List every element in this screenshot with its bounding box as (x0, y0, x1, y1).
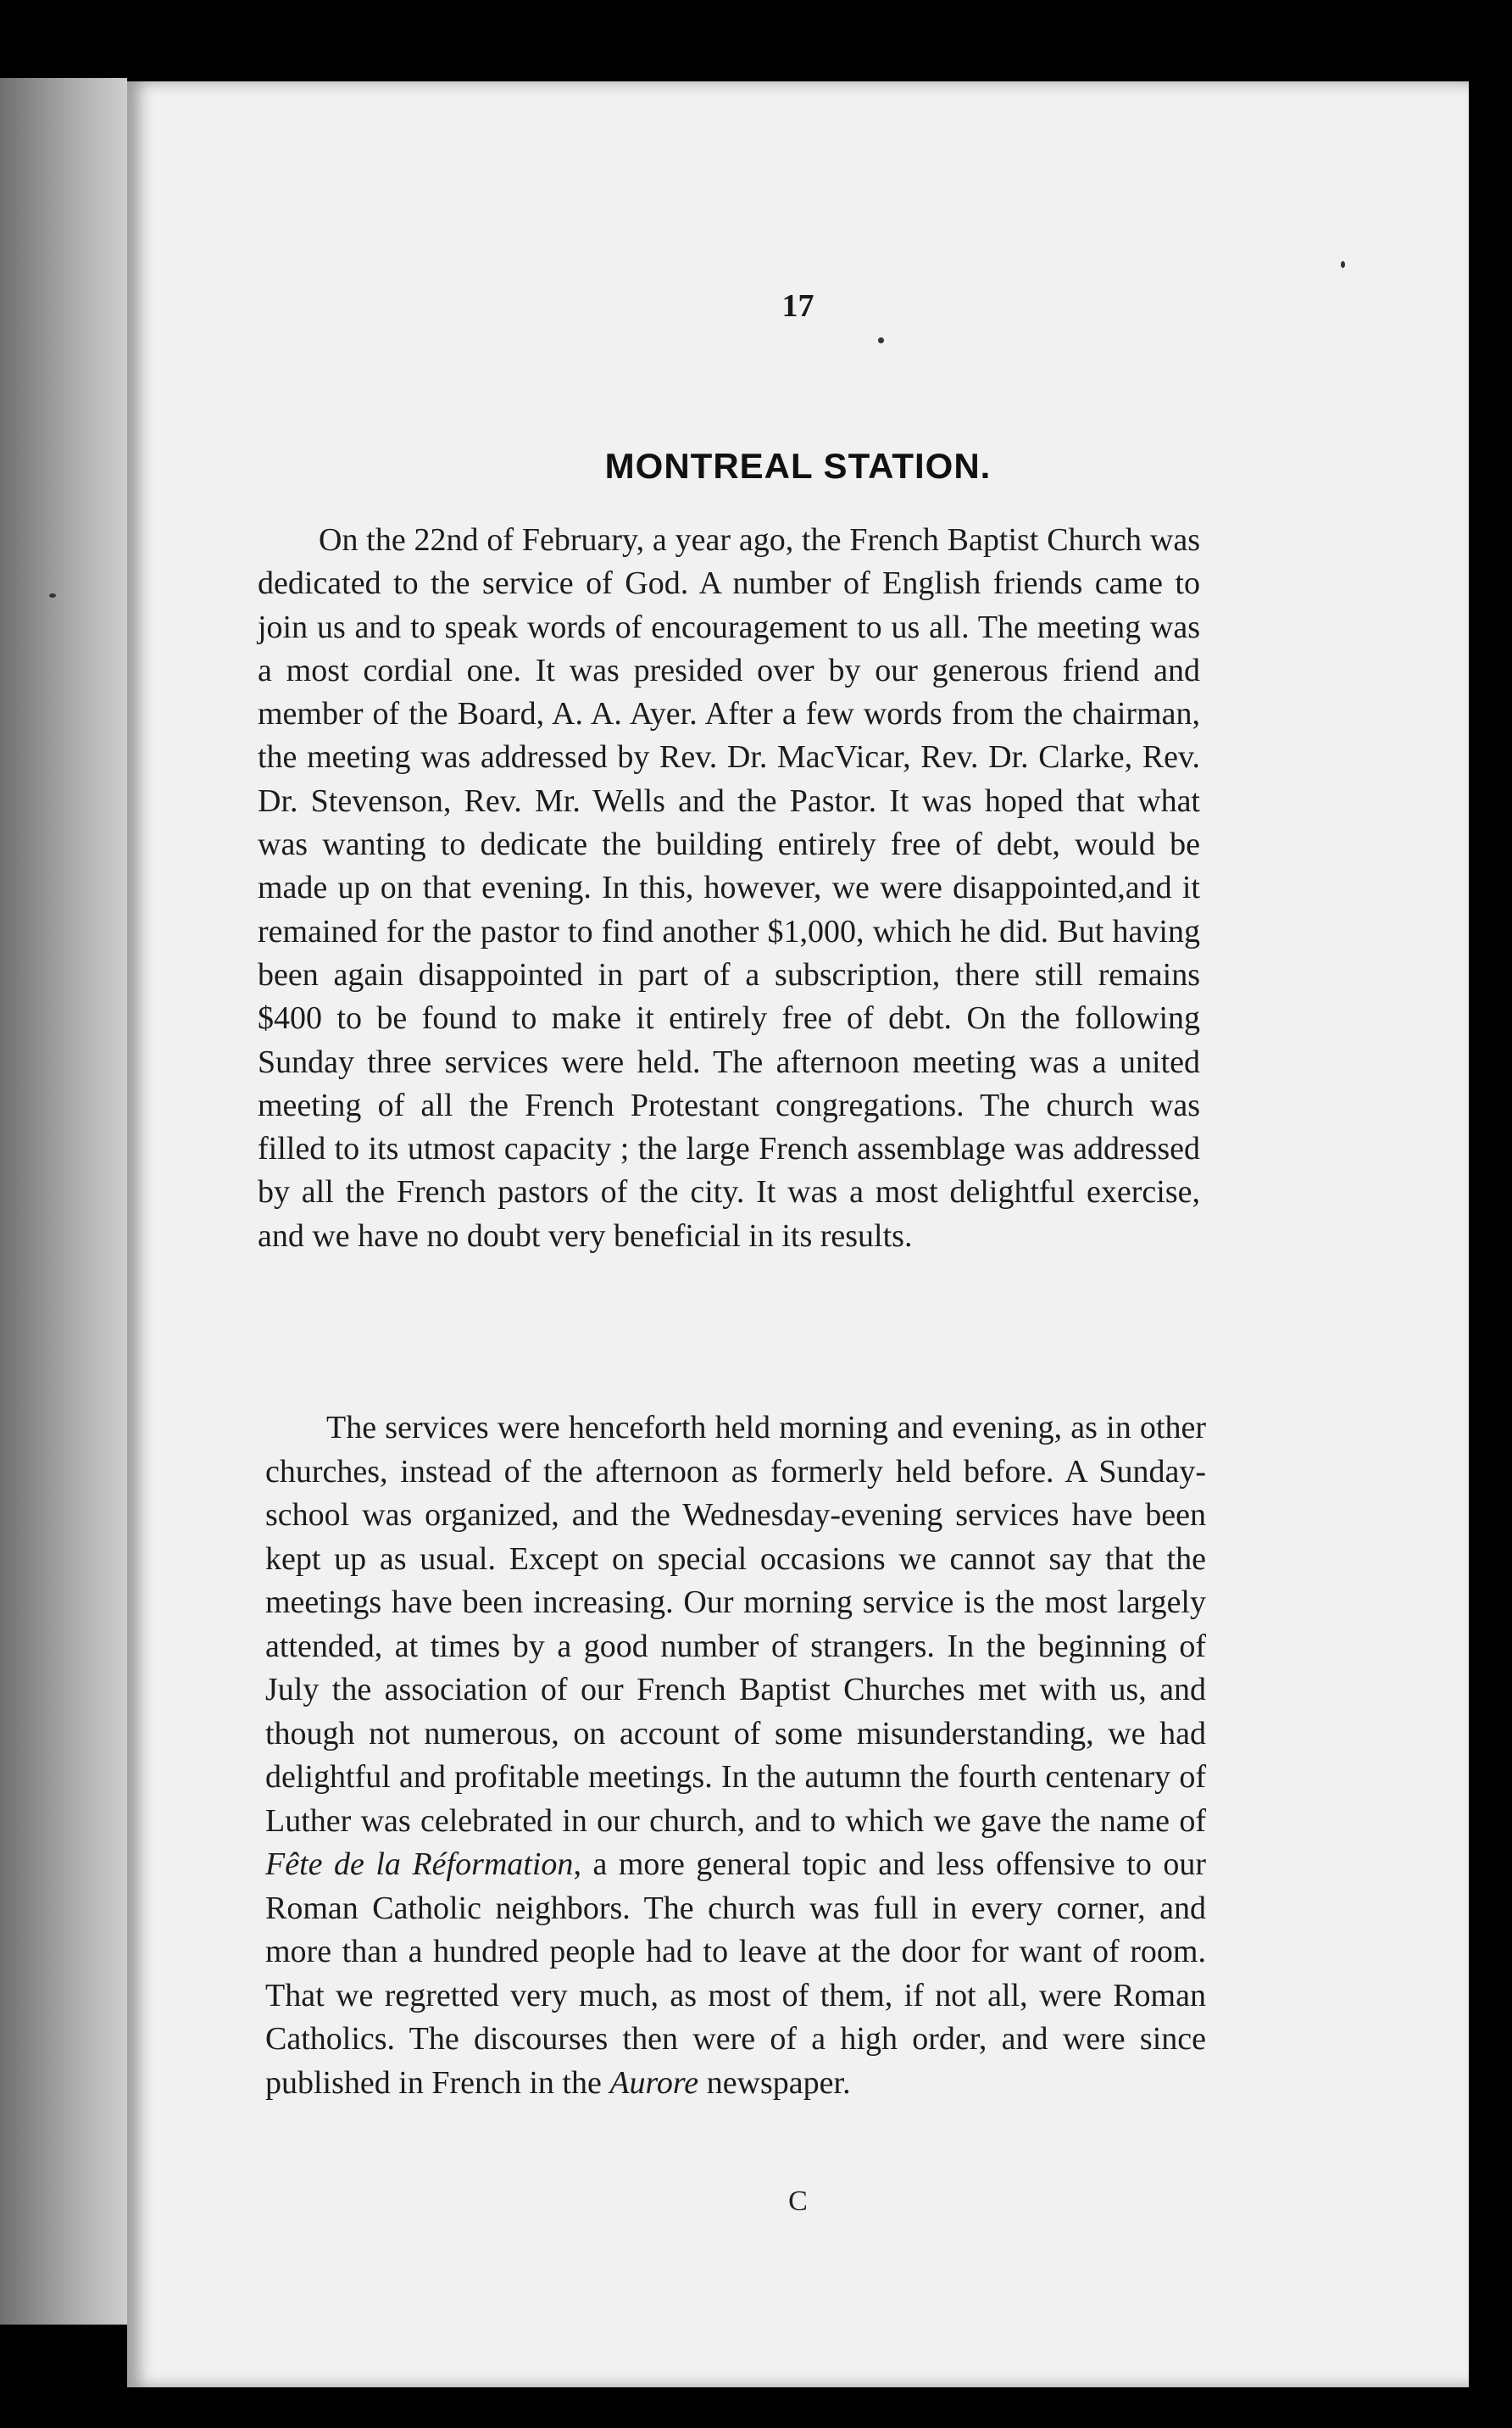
speck (878, 337, 884, 343)
paragraph-2-text (265, 1406, 1206, 2105)
section-heading: MONTREAL STATION. (604, 446, 992, 486)
speck (1341, 261, 1345, 268)
paragraph-2-part-2: , a more general topic and less offensive to our Roman Catholic neighbors. The church was full in every corner, and more than a hundred people had to leave at the door for want of room. That we regretted very much, as most of them, if not all, were Roman Catholics. The discourses then were of a high order, and were since published in French in the (265, 1846, 1206, 2101)
paragraph-services (265, 1406, 1206, 2105)
book-page (127, 81, 1469, 2387)
margin-speck (49, 593, 56, 598)
italic-newspaper-name: Aurore (609, 2064, 699, 2101)
paragraph-2-part-1: The services were henceforth held morning and evening, as in other churches, instead of the afternoon as formerly held before. A Sunday-school was organized, and the Wednesday-evening services have been kept up as usual. Except on special occasions we cannot say that the meetings have been increasing. Our morning service is the most largely attended, at times by a good number of strangers. In the beginning of July the association of our French Baptist Churches met with us, and though not numerous, on account of some misunderstanding, we had delightful and profitable meetings. In the autumn the fourth centenary of Luther was celebrated in our church, and to which we gave the name of (265, 1410, 1206, 1839)
paragraph-dedication (258, 519, 1200, 1258)
italic-fete-title: Fête de la Réformation (265, 1846, 574, 1882)
facing-page-edge (0, 78, 127, 2325)
signature-mark: C (788, 2186, 808, 2217)
paragraph-1-text: On the 22nd of February, a year ago, the French Baptist Church was dedicated to the service of God. A number of English friends came to join us and to speak words of encouragement to us all. The meeting was a most cordial one. It was presided over by our generous friend and member of the Board, A. A. Ayer. After a few words from the chairman, the meeting was addressed by Rev. Dr. MacVicar, Rev. Dr. Clarke, Rev. Dr. Stevenson, Rev. Mr. Wells and the Pastor. It was hoped that what was wanting to dedicate the building entirely free of debt, would be made up on that evening. In this, however, we were disappointed,and it remained for the pastor to find another $1,000, which he did. But having been again disappointed in part of a subscription, there still remains $400 to be found to make it entirely free of debt. On the following Sunday three services were held. The afternoon meeting was a united meeting of all the French Protestant congregations. The church was filled to its utmost capacity ; the large French assemblage was addressed by all the French pastors of the city. It was a most delightful exercise, and we have no doubt very beneficial in its results. (258, 522, 1200, 1254)
paragraph-2-part-3: newspaper. (698, 2064, 851, 2101)
page-number: 17 (781, 288, 814, 324)
